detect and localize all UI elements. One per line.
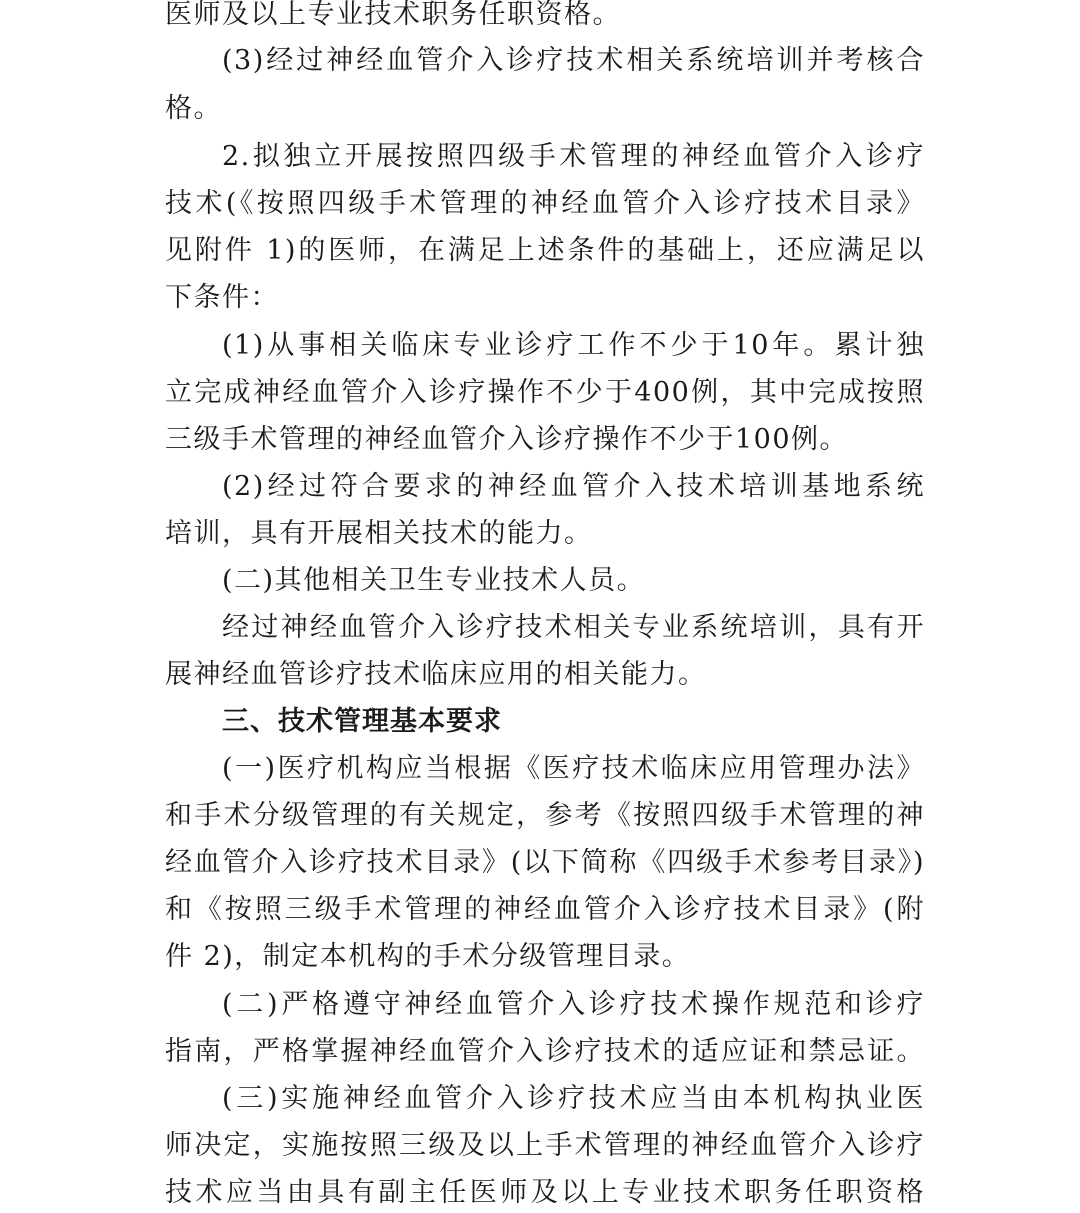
text-line: 立完成神经血管介入诊疗操作不少于400例，其中完成按照 (165, 377, 925, 408)
text-line: 技术(《按照四级手术管理的神经血管介入诊疗技术目录》 (165, 188, 925, 219)
text-line: 培训，具有开展相关技术的能力。 (165, 518, 593, 549)
text-line: (三)实施神经血管介入诊疗技术应当由本机构执业医 (222, 1083, 925, 1114)
text-line: (二)其他相关卫生专业技术人员。 (222, 565, 646, 596)
text-line: 下条件： (165, 282, 279, 313)
text-line: 经血管介入诊疗技术目录》(以下简称《四级手术参考目录》) (165, 847, 925, 878)
text-line: (一)医疗机构应当根据《医疗技术临床应用管理办法》 (222, 753, 925, 784)
text-line: 和手术分级管理的有关规定，参考《按照四级手术管理的神 (165, 800, 925, 831)
text-line: 展神经血管诊疗技术临床应用的相关能力。 (165, 659, 707, 690)
text-line: (2)经过符合要求的神经血管介入技术培训基地系统 (222, 471, 925, 502)
text-line: (1)从事相关临床专业诊疗工作不少于10年。累计独 (222, 330, 925, 361)
section-heading: 三、技术管理基本要求 (222, 706, 502, 737)
text-line: 经过神经血管介入诊疗技术相关专业系统培训，具有开 (222, 612, 925, 643)
text-line: 件 2)，制定本机构的手术分级管理目录。 (165, 941, 691, 972)
text-line: (3)经过神经血管介入诊疗技术相关系统培训并考核合 (222, 45, 925, 76)
text-line: 医师及以上专业技术职务任职资格。 (165, 0, 621, 30)
text-line: 格。 (165, 93, 222, 124)
text-line: 三级手术管理的神经血管介入诊疗操作不少于100例。 (165, 424, 849, 455)
text-line: 和《按照三级手术管理的神经血管介入诊疗技术目录》(附 (165, 894, 925, 925)
text-line: 指南，严格掌握神经血管介入诊疗技术的适应证和禁忌证。 (165, 1036, 925, 1067)
text-line: 见附件 1)的医师，在满足上述条件的基础上，还应满足以 (165, 235, 925, 266)
text-line: 师决定，实施按照三级及以上手术管理的神经血管介入诊疗 (165, 1130, 925, 1161)
text-line: (二)严格遵守神经血管介入诊疗技术操作规范和诊疗 (222, 989, 925, 1020)
text-line: 2.拟独立开展按照四级手术管理的神经血管介入诊疗 (222, 141, 925, 172)
text-line: 技术应当由具有副主任医师及以上专业技术职务任职资格 (165, 1177, 925, 1208)
